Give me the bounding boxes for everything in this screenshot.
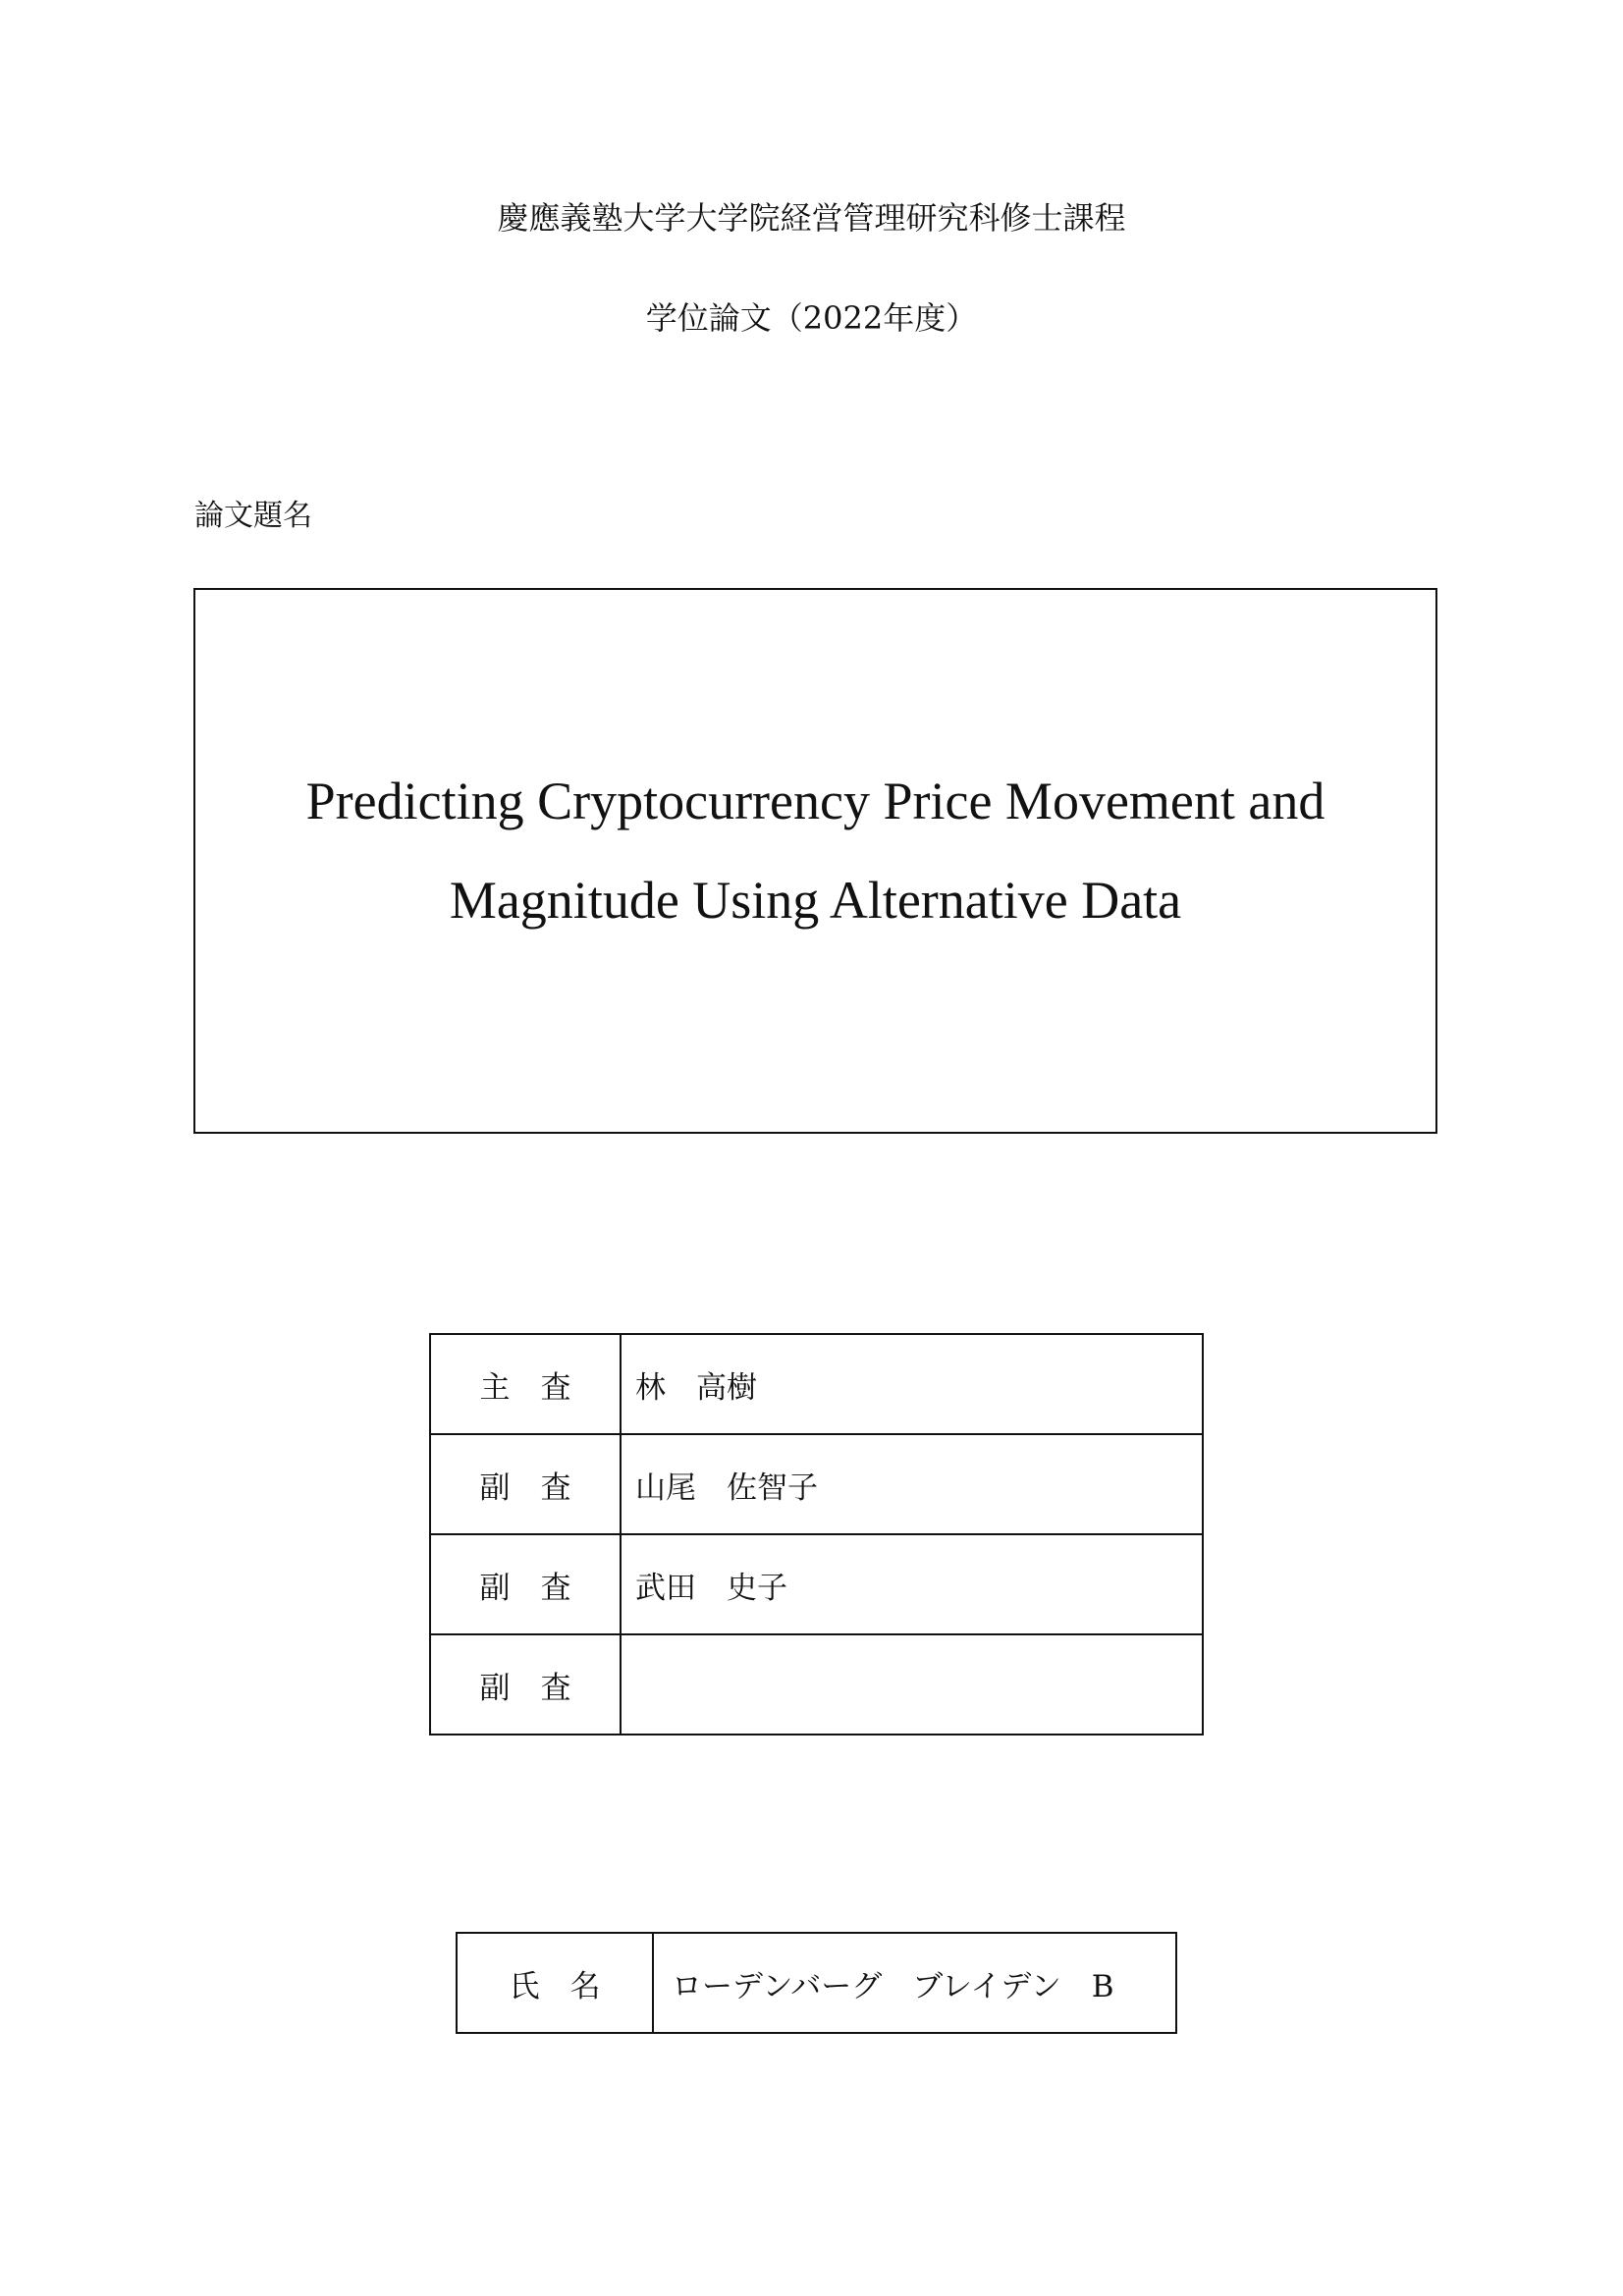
examiners-table	[429, 1333, 1204, 1735]
chief-examiner-name: 林 高樹	[621, 1334, 1203, 1434]
degree-thesis-heading: 学位論文（2022年度）	[645, 299, 978, 337]
table-row	[430, 1634, 1203, 1735]
sub-examiner-name	[621, 1634, 1203, 1735]
university-program-heading: 慶應義塾大学大学院経営管理研究科修士課程	[497, 199, 1126, 237]
chief-examiner-role: 主 査	[430, 1334, 621, 1434]
sub-examiner-name: 武田 史子	[621, 1534, 1203, 1634]
thesis-title-line-1: Predicting Cryptocurrency Price Movement and	[305, 772, 1325, 830]
author-table	[456, 1932, 1177, 2034]
thesis-title-line-2: Magnitude Using Alternative Data	[449, 871, 1182, 930]
thesis-title-label: 論文題名	[194, 499, 312, 533]
table-row	[430, 1434, 1203, 1534]
thesis-title-box	[193, 588, 1437, 1134]
author-name: ローデンバーグ ブレイデン B	[653, 1933, 1176, 2033]
thesis-title	[195, 752, 1435, 950]
table-row	[430, 1334, 1203, 1434]
sub-examiner-role: 副 査	[430, 1634, 621, 1735]
table-row	[457, 1933, 1176, 2033]
author-name-label: 氏 名	[457, 1933, 653, 2033]
sub-examiner-name: 山尾 佐智子	[621, 1434, 1203, 1534]
sub-examiner-role: 副 査	[430, 1434, 621, 1534]
table-row	[430, 1534, 1203, 1634]
sub-examiner-role: 副 査	[430, 1534, 621, 1634]
